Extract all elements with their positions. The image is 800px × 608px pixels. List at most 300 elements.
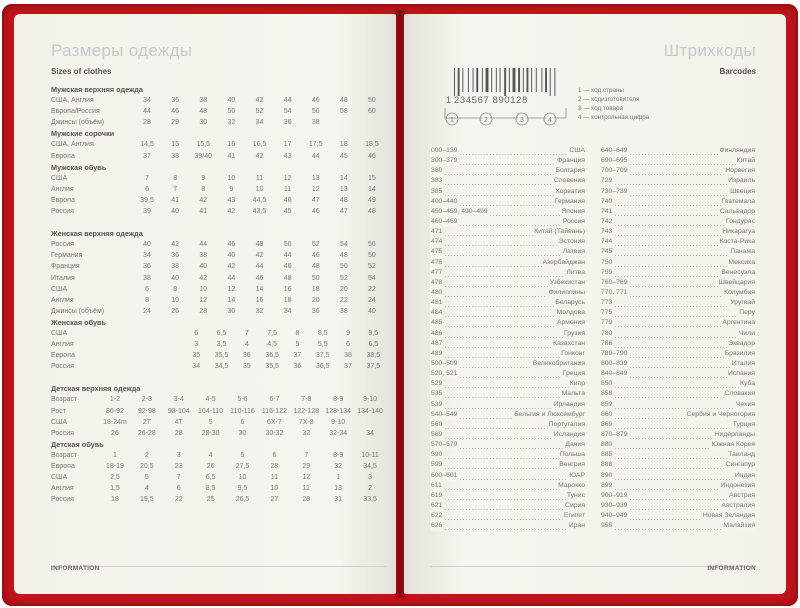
size-row-label: Рост: [51, 407, 66, 415]
sizes-table: [51, 84, 386, 505]
size-cell: 15: [171, 141, 180, 149]
barcode-bar: [462, 68, 463, 92]
country-code: 780: [600, 329, 613, 339]
size-cell: 6,5: [368, 341, 379, 349]
country-code: 383: [430, 176, 443, 186]
country-code: 626: [430, 521, 443, 531]
country-code: 899: [600, 481, 613, 491]
size-cell: 15: [368, 174, 376, 182]
size-cell: 16: [283, 285, 292, 293]
country-name: Мальта: [561, 389, 586, 399]
size-row-label: Европа: [51, 352, 75, 360]
size-cell: 2: [144, 451, 149, 459]
size-cell: 40: [227, 97, 236, 105]
size-cell: 34: [255, 119, 264, 127]
right-page-subtitle: Barcodes: [719, 67, 756, 76]
country-code-row: [600, 420, 756, 430]
country-code: 773: [600, 298, 613, 308]
size-cell: 38,5: [366, 352, 381, 360]
country-name: Израиль: [727, 176, 756, 186]
size-cell: 41: [171, 196, 180, 204]
country-name: Армения: [556, 318, 586, 328]
country-name: Казахстан: [552, 339, 586, 349]
country-code: 599: [430, 460, 443, 470]
size-cell: 34: [143, 252, 151, 260]
country-name: Сингапур: [725, 460, 756, 470]
barcode-circle-3: 3: [520, 117, 524, 124]
size-cell: 35: [242, 363, 251, 371]
size-cell: 38: [171, 263, 180, 271]
country-code: 744: [600, 237, 613, 247]
country-code-row: [430, 176, 586, 186]
country-code: 539: [430, 400, 443, 410]
country-name: Болгария: [555, 166, 586, 176]
country-code-row: [600, 339, 756, 349]
country-code: 481: [430, 298, 443, 308]
country-code: 859: [600, 400, 613, 410]
country-code: 729: [600, 176, 613, 186]
size-cell: 43,5: [252, 208, 267, 216]
size-row: [51, 250, 386, 261]
size-cell: 40: [171, 208, 180, 216]
size-cell: 7-8: [301, 396, 312, 404]
country-name: Таиланд: [727, 450, 756, 460]
barcode-bar: [509, 68, 510, 92]
country-code-row: [430, 237, 586, 247]
size-cell: 30: [199, 119, 208, 127]
size-cell: 8,5: [205, 485, 216, 493]
size-cell: 36: [283, 119, 292, 127]
barcode-bar: [536, 68, 537, 92]
country-code-row: [600, 460, 756, 470]
barcode-bar: [458, 68, 460, 96]
country-code-row: [430, 369, 586, 379]
size-cell: [158, 361, 183, 372]
size-cell: 42: [171, 241, 180, 249]
size-cell: 2T: [142, 418, 151, 426]
country-name: Никарагуа: [721, 227, 756, 237]
size-cell: 38: [171, 152, 180, 160]
country-code: 955: [600, 521, 613, 531]
country-code-row: [600, 278, 756, 288]
barcode-bar: [554, 68, 555, 96]
size-cell: 26-28: [137, 429, 156, 437]
size-cell: 15,5: [196, 141, 211, 149]
country-code-row: [600, 308, 756, 318]
size-cell: 134-140: [357, 407, 383, 415]
right-page: [404, 14, 786, 594]
size-cell: 2-3: [141, 396, 152, 404]
size-cell: 36: [171, 252, 180, 260]
country-name: Мексика: [727, 258, 756, 268]
size-cell: 36,5: [315, 363, 330, 371]
country-code: 460–469: [430, 217, 458, 227]
size-cell: 8-9: [333, 396, 344, 404]
size-cell: [358, 117, 386, 128]
country-code-row: [600, 288, 756, 298]
size-row-label: Европа/Россия: [51, 108, 100, 116]
barcode-bar: [486, 68, 489, 92]
size-cell: 34,5: [214, 363, 229, 371]
size-cell: 28: [143, 119, 151, 127]
size-cell: 26,5: [235, 496, 250, 504]
country-code-row: [430, 450, 586, 460]
size-cell: 44: [311, 152, 320, 160]
barcode-note: 2 — кодизготовителя: [578, 96, 640, 103]
size-cell: 1-2: [109, 396, 120, 404]
size-row-label: США, Англия: [51, 97, 94, 105]
size-cell: 28: [199, 307, 208, 315]
country-name: Франция: [556, 156, 586, 166]
country-code: 640–649: [600, 146, 628, 156]
country-name: Латвия: [562, 247, 586, 257]
barcode-bar: [500, 68, 501, 92]
size-cell: 29: [302, 463, 311, 470]
country-code: 890: [600, 471, 613, 481]
size-cell: 6,5: [205, 474, 216, 482]
size-cell: 39,5: [140, 196, 154, 204]
size-cell: 29: [171, 119, 180, 127]
size-cell: 40: [227, 252, 236, 260]
size-cell: [158, 339, 183, 350]
country-code-row: [600, 329, 756, 339]
size-cell: 7: [173, 185, 178, 193]
size-cell: 18,5: [365, 141, 379, 149]
country-code-row: [600, 247, 756, 257]
barcode-note: 4 — контрольная цифра: [578, 114, 650, 121]
country-name: Аргентина: [721, 318, 756, 328]
country-code-row: [600, 166, 756, 176]
size-cell: 52: [255, 108, 264, 116]
country-code-row: [430, 288, 586, 298]
barcode-bar: [454, 68, 455, 96]
size-cell: 4-5: [205, 396, 216, 404]
country-code-row: [430, 471, 586, 481]
size-row-label: Италия: [51, 274, 75, 282]
country-code-row: [600, 471, 756, 481]
size-cell: 9-10: [363, 396, 378, 404]
size-row: [51, 428, 386, 439]
size-cell: 1: [336, 474, 341, 482]
size-row-label: США: [51, 329, 68, 337]
size-cell: 34: [366, 429, 374, 437]
size-cell: 40: [171, 274, 180, 282]
country-name: Дания: [564, 440, 586, 450]
country-name: Грузия: [563, 329, 586, 339]
country-code: 486: [430, 329, 443, 339]
size-cell: 45: [339, 152, 348, 160]
country-name: Бельгия и Люксембург: [513, 410, 586, 420]
size-cell: 46: [227, 241, 236, 249]
size-row-label: США: [51, 418, 68, 426]
size-cell: 32: [227, 119, 236, 127]
country-code: 930–939: [600, 501, 628, 511]
country-code-row: [600, 298, 756, 308]
size-row: [51, 195, 386, 206]
country-name: Сальвадор: [719, 207, 756, 217]
country-code: 870–879: [600, 430, 628, 440]
barcode-circle-1: 1: [450, 117, 454, 124]
size-cell: 37: [143, 152, 151, 160]
size-row-label: Европа: [51, 463, 75, 470]
size-row-label: США: [51, 285, 68, 293]
size-cell: 43: [227, 196, 236, 204]
size-row: [51, 206, 386, 217]
size-cell: 38: [199, 97, 208, 105]
size-cell: 58: [339, 108, 348, 116]
country-code-row: [430, 318, 586, 328]
size-cell: 36: [171, 97, 180, 105]
size-cell: 38: [143, 274, 151, 282]
size-cell: 5,5: [317, 341, 328, 349]
country-name: Азербайджан: [542, 258, 587, 268]
size-cell: 36: [143, 263, 151, 271]
country-code: 471: [430, 227, 443, 237]
country-name: Исландия: [553, 430, 586, 440]
country-code: 476: [430, 258, 443, 268]
country-code: 621: [430, 501, 443, 511]
size-row-label: США: [51, 474, 68, 482]
country-code: 770, 771: [600, 288, 628, 298]
size-row-label: США, Англия: [51, 141, 94, 149]
size-cell: 12: [199, 296, 208, 304]
country-name: Россия: [562, 217, 586, 227]
size-cell: 44: [283, 252, 292, 260]
country-code: 741: [600, 207, 613, 217]
barcode-bar: [541, 68, 542, 92]
country-name: Филиппины: [547, 288, 586, 298]
size-cell: 26: [171, 307, 180, 315]
size-cell: 36,5: [265, 352, 279, 360]
country-code-row: [430, 400, 586, 410]
country-name: Норвегия: [724, 166, 756, 176]
size-cell: 92-98: [137, 407, 156, 415]
size-cell: 30: [227, 307, 236, 315]
size-cell: 36: [293, 363, 302, 371]
size-cell: 20,5: [140, 463, 154, 470]
size-row: [51, 361, 386, 372]
size-cell: 7: [145, 174, 149, 182]
size-cell: 6: [346, 341, 350, 349]
country-code-row: [430, 521, 586, 531]
size-cell: 46: [311, 208, 320, 216]
size-row: [51, 406, 386, 417]
size-cell: 5: [295, 341, 300, 349]
size-cell: 98-104: [167, 407, 190, 415]
size-cell: [354, 417, 386, 428]
size-cell: 19,5: [140, 496, 154, 504]
size-cell: 28: [174, 429, 183, 437]
size-cell: 48: [255, 241, 264, 249]
size-row: [51, 173, 386, 184]
country-name: Коста-Рика: [719, 237, 756, 247]
country-name: Италия: [731, 359, 756, 369]
size-cell: 48: [283, 274, 292, 282]
country-name: Бразилия: [724, 349, 756, 359]
size-cell: 8: [295, 329, 300, 337]
size-row-label: Англия: [51, 485, 74, 493]
country-name: Чили: [738, 329, 756, 339]
country-code-row: [600, 511, 756, 521]
country-code-row: [600, 359, 756, 369]
country-code: 380: [430, 166, 443, 176]
country-name: Египет: [563, 511, 586, 521]
country-code-row: [430, 430, 586, 440]
country-name: Венгрия: [558, 460, 586, 470]
size-cell: 49: [368, 196, 376, 204]
country-code-row: [430, 410, 586, 420]
barcode-bar: [496, 68, 497, 92]
size-cell: 18: [283, 296, 292, 304]
size-row: [51, 139, 386, 150]
country-code-row: [430, 501, 586, 511]
country-code: 880: [600, 440, 613, 450]
country-name: Иран: [568, 521, 586, 531]
size-cell: 48: [368, 208, 376, 216]
size-row: [51, 306, 386, 317]
size-cell: 11: [302, 485, 310, 493]
size-section-heading: Детская обувь: [51, 439, 104, 449]
country-name: Сербия и Черногория: [686, 410, 756, 420]
size-cell: 6: [145, 185, 149, 193]
country-code: 940–949: [600, 511, 628, 521]
country-name: Эстония: [558, 237, 586, 247]
size-cell: 52: [368, 263, 376, 271]
size-cell: [133, 350, 158, 361]
country-code-row: [600, 389, 756, 399]
country-code-row: [430, 420, 586, 430]
size-cell: 9: [229, 185, 234, 193]
size-cell: 9: [346, 329, 350, 337]
size-cell: [133, 339, 158, 350]
size-row: [51, 450, 386, 461]
size-cell: 4: [144, 485, 149, 493]
country-name: Словакия: [724, 389, 757, 399]
barcode-legend-graphic: [442, 106, 582, 132]
size-cell: 38: [339, 307, 348, 315]
size-row: [51, 472, 386, 483]
size-cell: 54: [368, 274, 376, 282]
size-cell: 10: [270, 485, 279, 493]
country-name: Япония: [560, 207, 586, 217]
size-row-label: Европа: [51, 196, 75, 204]
country-code: 786: [600, 339, 613, 349]
size-cell: 18: [339, 141, 348, 149]
country-code: 000–139: [430, 146, 458, 156]
country-code: 760–769: [600, 278, 628, 288]
size-cell: 16,5: [252, 141, 267, 149]
size-cell: 8: [173, 285, 178, 293]
size-cell: 47: [311, 196, 320, 204]
country-name: Перу: [738, 308, 756, 318]
barcode-bar: [513, 68, 516, 92]
country-code-row: [600, 237, 756, 247]
size-cell: 38: [199, 252, 208, 260]
barcode-bar: [482, 68, 483, 92]
country-code-row: [600, 207, 756, 217]
barcode-circle-4: 4: [548, 117, 552, 124]
size-cell: 18: [311, 285, 320, 293]
country-code: 690–695: [600, 156, 628, 166]
country-code: 300–379: [430, 156, 458, 166]
size-row: [51, 328, 386, 339]
country-code-row: [430, 349, 586, 359]
country-code: 622: [430, 511, 443, 521]
country-name: Индия: [734, 471, 756, 481]
country-code-row: [600, 187, 756, 197]
size-cell: 50: [283, 241, 292, 249]
size-cell: 50: [368, 97, 376, 105]
country-code: 385: [430, 187, 443, 197]
size-cell: 46: [171, 108, 180, 116]
country-code-row: [600, 156, 756, 166]
country-code-row: [600, 450, 756, 460]
country-code: 700–709: [600, 166, 628, 176]
country-code: 611: [430, 481, 443, 491]
country-name: Марокко: [557, 481, 586, 491]
size-section-heading: Женская обувь: [51, 317, 107, 327]
country-code: 840–849: [600, 369, 628, 379]
size-cell: 23: [174, 463, 183, 470]
country-code-row: [600, 146, 756, 156]
size-cell: 18: [111, 496, 119, 504]
size-section-heading: Женская верхняя одежда: [51, 229, 143, 239]
size-cell: 86-92: [105, 407, 124, 415]
country-code: 535: [430, 389, 443, 399]
country-name: Словения: [553, 176, 586, 186]
size-cell: 44: [255, 263, 264, 271]
size-cell: 39: [143, 208, 151, 216]
size-row-label: Англия: [51, 296, 74, 304]
size-row: [51, 494, 386, 505]
country-name: Гватемала: [721, 197, 756, 207]
size-cell: 7,5: [267, 329, 277, 337]
size-cell: 6: [272, 451, 277, 459]
size-cell: 6: [240, 418, 245, 426]
size-cell: 11: [270, 474, 279, 482]
size-cell: 32-34: [329, 429, 348, 437]
country-name: США: [568, 146, 586, 156]
country-code-row: [430, 460, 586, 470]
size-cell: 3: [368, 474, 373, 482]
country-code-row: [600, 217, 756, 227]
country-code: 487: [430, 339, 443, 349]
country-code: 900–919: [600, 491, 628, 501]
country-codes-column-2: [600, 146, 756, 531]
country-code-row: [430, 227, 586, 237]
barcode-bar: [476, 68, 478, 92]
country-code-row: [600, 349, 756, 359]
country-name: Панама: [729, 247, 756, 257]
country-code: 789–790: [600, 349, 628, 359]
size-cell: 10-11: [361, 451, 379, 459]
size-cell: 42: [199, 196, 208, 204]
country-code: 500–509: [430, 359, 458, 369]
size-cell: 31: [334, 496, 343, 504]
size-cell: 48: [339, 97, 348, 105]
size-cell: 37: [293, 352, 302, 360]
size-cell: 13: [311, 174, 320, 182]
size-cell: 34,5: [363, 463, 377, 470]
size-row-label: Россия: [51, 496, 74, 504]
country-code: 745: [600, 247, 613, 257]
size-cell: 37,5: [366, 363, 381, 371]
country-name: Индонезия: [720, 481, 756, 491]
country-code: 570–579: [430, 440, 458, 450]
barcode-image: [446, 66, 574, 106]
size-row: [51, 339, 386, 350]
size-cell: 14: [368, 185, 376, 193]
